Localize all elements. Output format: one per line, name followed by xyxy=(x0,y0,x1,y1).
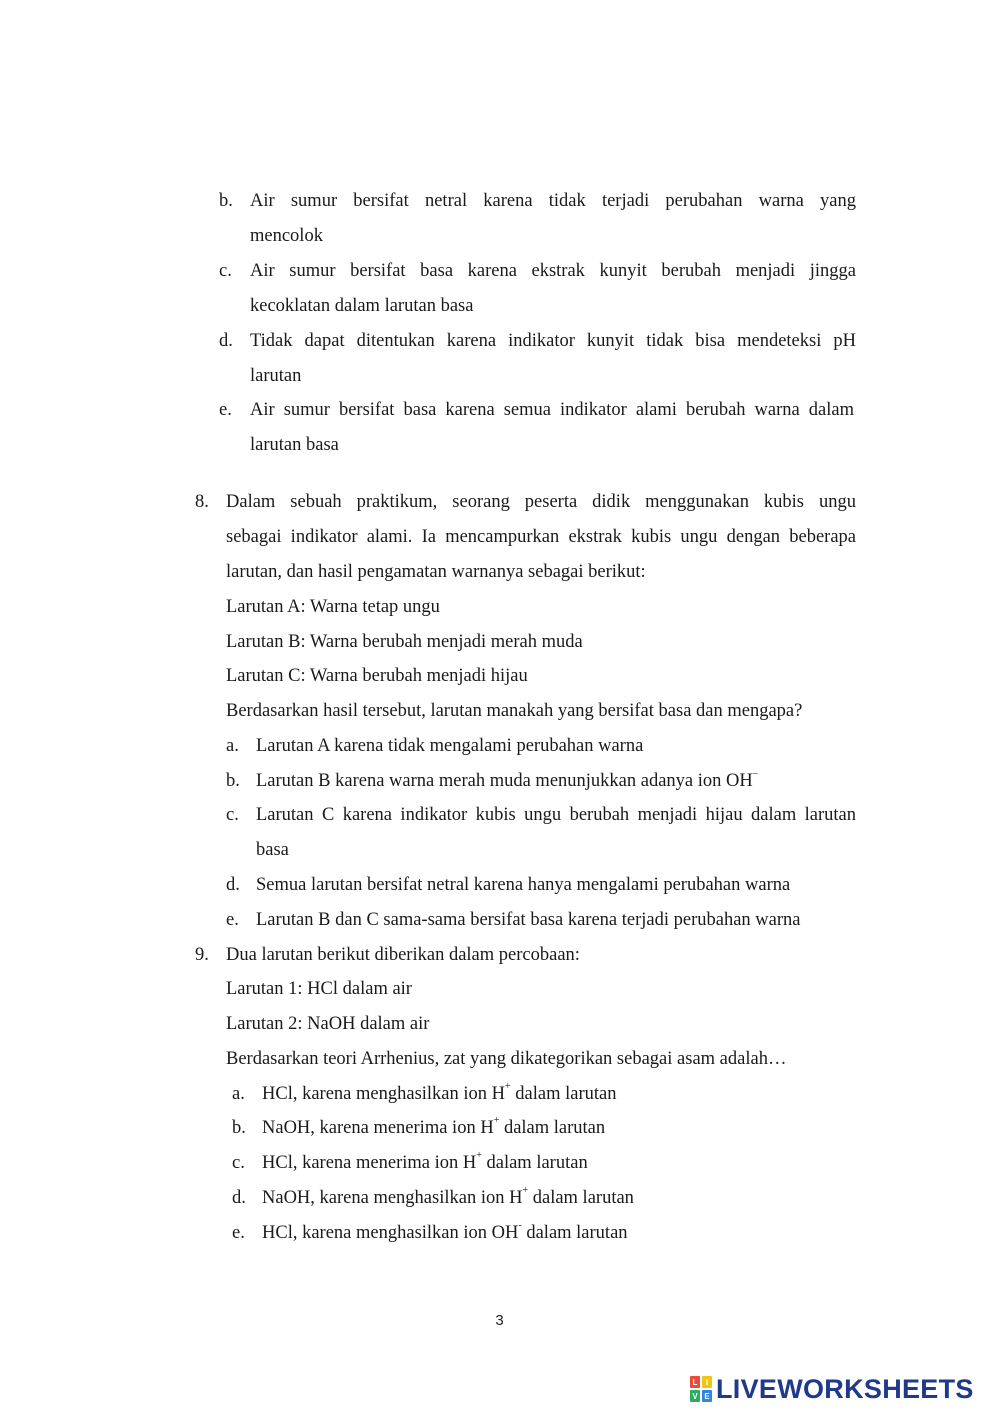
brand-name: LIVEWORKSHEETS xyxy=(716,1373,974,1404)
option-letter: a. xyxy=(226,736,239,756)
liveworksheets-logo[interactable] xyxy=(690,1374,974,1404)
option-letter: c. xyxy=(226,805,239,825)
solution-2: Larutan 2: NaOH dalam air xyxy=(226,1014,430,1034)
question-stem: Dalam sebuah praktikum, seorang peserta didik menggunakan kubis ungu xyxy=(226,492,856,512)
q8-option-a: Larutan A karena tidak mengalami perubahan warna xyxy=(256,736,644,756)
option-letter: c. xyxy=(219,261,232,281)
q8-option-c: Larutan C karena indikator kubis ungu berubah menjadi hijau dalam larutan xyxy=(256,805,856,825)
q8-option-e: Larutan B dan C sama-sama bersifat basa karena terjadi perubahan warna xyxy=(256,910,801,930)
q9-option-c: HCl, karena menerima ion H+ dalam larutan xyxy=(262,1150,588,1173)
option-letter: d. xyxy=(226,875,240,895)
q8-option-d: Semua larutan bersifat netral karena hanya mengalami perubahan warna xyxy=(256,875,791,895)
logo-letter: V xyxy=(690,1390,700,1402)
option-text-cont: kecoklatan dalam larutan basa xyxy=(250,296,474,316)
question-stem: sebagai indikator alami. Ia mencampurkan ekstrak kubis ungu dengan beberapa xyxy=(226,527,856,547)
solution-c-observation: Larutan C: Warna berubah menjadi hijau xyxy=(226,666,528,686)
q9-option-e: HCl, karena menghasilkan ion OH- dalam larutan xyxy=(262,1220,628,1243)
solution-a-observation: Larutan A: Warna tetap ungu xyxy=(226,597,440,617)
q9-option-d: NaOH, karena menghasilkan ion H+ dalam larutan xyxy=(262,1185,634,1208)
option-letter: e. xyxy=(226,910,239,930)
option-letter: b. xyxy=(219,191,233,211)
option-text: Air sumur bersifat netral karena tidak terjadi perubahan warna yang xyxy=(250,191,856,211)
solution-b-observation: Larutan B: Warna berubah menjadi merah muda xyxy=(226,632,583,652)
solution-1: Larutan 1: HCl dalam air xyxy=(226,979,412,999)
option-letter: c. xyxy=(232,1153,245,1173)
question-prompt: Berdasarkan hasil tersebut, larutan manakah yang bersifat basa dan mengapa? xyxy=(226,701,803,721)
option-text-cont: larutan basa xyxy=(250,435,339,455)
page-number: 3 xyxy=(495,1312,504,1329)
option-letter: e. xyxy=(232,1223,245,1243)
question-number: 9. xyxy=(195,945,209,965)
option-text-cont: mencolok xyxy=(250,226,323,246)
q8-option-b: Larutan B karena warna merah muda menunjukkan adanya ion OH– xyxy=(256,768,758,791)
question-stem: larutan, dan hasil pengamatan warnanya sebagai berikut: xyxy=(226,562,646,582)
logo-letter: E xyxy=(702,1390,712,1402)
q9-option-b: NaOH, karena menerima ion H+ dalam larutan xyxy=(262,1115,606,1138)
logo-grid-icon xyxy=(690,1376,712,1402)
option-letter: e. xyxy=(219,400,232,420)
option-text: Air sumur bersifat basa karena semua indikator alami berubah warna dalam xyxy=(250,400,854,420)
option-letter: b. xyxy=(226,771,240,791)
question-number: 8. xyxy=(195,492,209,512)
option-text-cont: larutan xyxy=(250,366,302,386)
question-prompt: Berdasarkan teori Arrhenius, zat yang dikategorikan sebagai asam adalah… xyxy=(226,1049,787,1069)
option-letter: d. xyxy=(232,1188,246,1208)
q9-option-a: HCl, karena menghasilkan ion H+ dalam larutan xyxy=(262,1081,617,1104)
question-stem: Dua larutan berikut diberikan dalam percobaan: xyxy=(226,945,580,965)
option-letter: a. xyxy=(232,1084,245,1104)
option-text: Air sumur bersifat basa karena ekstrak kunyit berubah menjadi jingga xyxy=(250,261,856,281)
option-text-cont: basa xyxy=(256,840,289,860)
option-text: Tidak dapat ditentukan karena indikator kunyit tidak bisa mendeteksi pH xyxy=(250,331,856,351)
option-letter: d. xyxy=(219,331,233,351)
option-letter: b. xyxy=(232,1118,246,1138)
logo-letter: L xyxy=(690,1376,700,1388)
logo-letter: I xyxy=(702,1376,712,1388)
